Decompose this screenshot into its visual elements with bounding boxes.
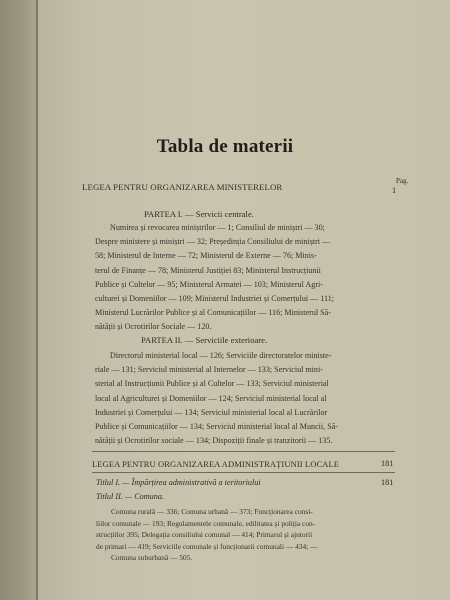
part1-line: Publice și Cultelor — 95; Ministerul Armatei — 103; Ministerul Agri- — [95, 279, 323, 289]
title2-label: Titlul II. — Comuna. — [96, 492, 165, 501]
part1-line: 58; Ministerul de Interne — 72; Ministerul de Externe — 76; Minis- — [95, 251, 317, 261]
page-fold — [36, 0, 38, 600]
commune-line: strucțiilor 395; Delegația consiliului comunal — 414; Primarul și ajutorii — [96, 530, 313, 540]
title1-label: Titlul I. — Împărțirea administrativă a teritoriului — [96, 478, 261, 487]
section-divider — [92, 472, 395, 473]
binding-gutter — [0, 0, 36, 600]
part1-heading: PARTEA I. — Servicii centrale. — [144, 209, 254, 219]
law1-title: LEGEA PENTRU ORGANIZAREA MINISTERELOR — [82, 182, 283, 192]
part1-entries — [95, 221, 334, 335]
part1-line: Despre ministere și miniștri — 32; Președinția Consiliului de miniștri — — [95, 237, 331, 247]
part2-line: Publice și Comunicațiilor — 134; Serviciul ministerial local al Muncii, Să- — [95, 422, 338, 432]
commune-line: Comuna rurală — 336; Comuna urbană — 373; Funcționarea consi- — [111, 507, 313, 516]
part1-line: culturei și Domeniilor — 109; Ministerul Industriei și Comerțului — 111; — [95, 294, 335, 304]
part2-line: local al Agriculturei și Domeniilor — 124; Serviciul ministerial local al — [95, 393, 327, 403]
commune-line: Comuna suburbană — 505. — [111, 553, 193, 563]
section-divider — [92, 451, 395, 452]
page-column-label: Pag. — [396, 177, 409, 185]
part2-line: Directorul ministerial local — 126; Serviciile directoratelor ministe- — [110, 351, 332, 360]
part1-line: Ministerul Lucrărilor Publice și al Comunicațiilor — 116; Ministerul Să- — [95, 308, 331, 318]
part2-line: Industriei și Comerțului — 134; Serviciul ministerial local al Lucrărilor — [95, 407, 328, 417]
title1-page: 181 — [381, 478, 394, 487]
law2-title: LEGEA PENTRU ORGANIZAREA ADMINISTRAȚIUNII LOCALE — [92, 459, 340, 469]
part1-line: Numirea și revocarea miniștrilor — 1; Consiliul de miniștri — 30; — [110, 223, 325, 232]
part2-line: riale — 131; Serviciul ministerial al Internelor — 133; Serviciul mini- — [95, 365, 323, 375]
part1-line: nătății și Ocrotirilor Sociale — 120. — [95, 322, 212, 332]
page-title: Tabla de materii — [156, 136, 294, 157]
law1-page: 1 — [392, 186, 397, 195]
commune-entries — [96, 506, 317, 564]
part2-entries — [95, 349, 338, 448]
part2-line: nătății și Ocrotirilor sociale — 134; Dispoziții finale și tranzitorii — 135. — [95, 436, 333, 446]
law2-page: 181 — [381, 459, 394, 468]
part1-line: terul de Finanțe — 78; Ministerul Justiției 83; Ministerul Instrucțiunii — [95, 265, 321, 275]
part2-line: sterial al Instrucțiunii Publice și al Cultelor — 133; Serviciul ministerial — [95, 379, 329, 389]
commune-line: liilor comunale — 193; Regulamentele comunale, edilitatea și poliția con- — [96, 518, 316, 528]
part2-heading: PARTEA II. — Serviciile exterioare. — [141, 335, 268, 345]
commune-line: de primari — 419; Serviciile comunale și funcționarii comunali — 434; — — [96, 541, 318, 551]
